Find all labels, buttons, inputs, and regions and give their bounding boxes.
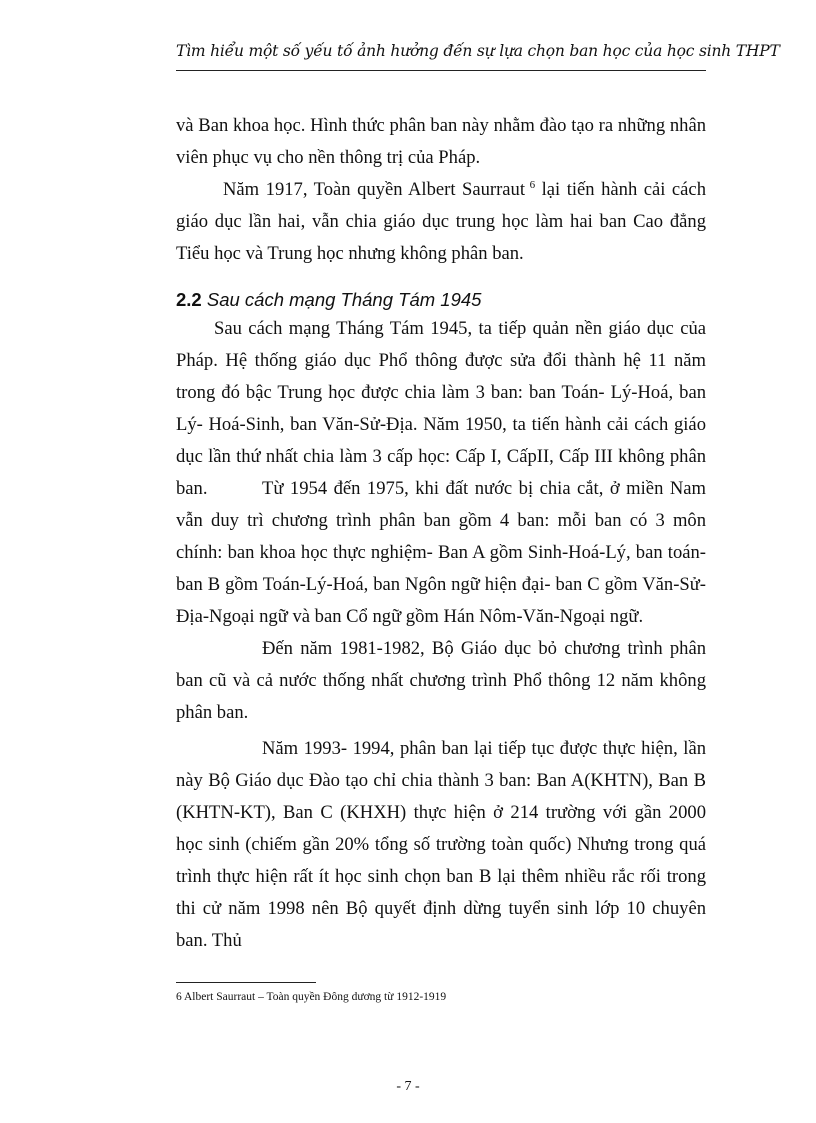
running-header: Tìm hiểu một số yếu tố ảnh hưởng đến sự lựa chọn ban học của học sinh THPT — [176, 42, 780, 60]
paragraph-1: và Ban khoa học. Hình thức phân ban này nhằm đào tạo ra những nhân viên phục vụ cho nền thông trị của Pháp. — [176, 115, 706, 168]
section-heading — [176, 289, 481, 311]
paragraph-6: Năm 1993- 1994, phân ban lại tiếp tục được thực hiện, lần này Bộ Giáo dục Đào tạo chỉ chia thành 3 ban: Ban A(KHTN), Ban B (KHTN-KT), Ban C (KHXH) thực hiện ở 214 trường với gần 2000 học sinh (chiếm gần 20% tổng số trường toàn quốc) Nhưng trong quá trình thực hiện rất ít học sinh chọn ban B lại thêm nhiều rắc rối trong thi cử năm 1998 nên Bộ quyết định dừng tuyển sinh lớp 10 chuyên ban. Thủ — [176, 738, 706, 951]
paragraph-2-text-b: lại tiến hành cải cách giáo dục lần hai, vẫn chia giáo dục trung học làm hai ban Cao đẳng Tiểu học và Trung học nhưng không phân ban. — [176, 179, 706, 264]
section-title: Sau cách mạng Tháng Tám 1945 — [206, 289, 482, 310]
footnote: 6 Albert Saurraut – Toàn quyền Đông dương từ 1912-1919 — [176, 991, 447, 1003]
paragraph-4: Từ 1954 đến 1975, khi đất nước bị chia cắt, ở miền Nam vẫn duy trì chương trình phân ban gồm 4 ban: mỗi ban có 3 môn chính: ban khoa học thực nghiệm- Ban A gồm Sinh-Hoá-Lý, ban toán- ban B gồm Toán-Lý-Hoá, ban Ngôn ngữ hiện đại- ban C gồm Văn-Sử-Địa-Ngoại ngữ và ban Cổ ngữ gồm Hán Nôm-Văn-Ngoại ngữ. — [176, 478, 706, 627]
header-rule — [176, 70, 706, 71]
footnote-ref-6: 6 — [529, 178, 536, 191]
footnote-rule — [176, 982, 316, 983]
section-number: 2.2 — [176, 289, 202, 310]
page-number: - 7 - — [396, 1079, 420, 1094]
paragraph-3: Sau cách mạng Tháng Tám 1945, ta tiếp quản nền giáo dục của Pháp. Hệ thống giáo dục Phổ thông được sửa đổi thành hệ 11 năm trong đó bậc Trung học được chia làm 3 ban: ban Toán- Lý-Hoá, ban Lý- Hoá-Sinh, ban Văn-Sử-Địa. Năm 1950, ta tiến hành cải cách giáo dục lần thứ nhất chia làm 3 cấp học: Cấp I, CấpII, Cấp III không phân ban. — [176, 318, 706, 499]
paragraph-2-text-a: Năm 1917, Toàn quyền Albert Saurraut — [223, 179, 525, 200]
paragraph-2 — [176, 174, 706, 270]
paragraph-5: Đến năm 1981-1982, Bộ Giáo dục bỏ chương trình phân ban cũ và cả nước thống nhất chương trình Phổ thông 12 năm không phân ban. — [176, 638, 706, 723]
